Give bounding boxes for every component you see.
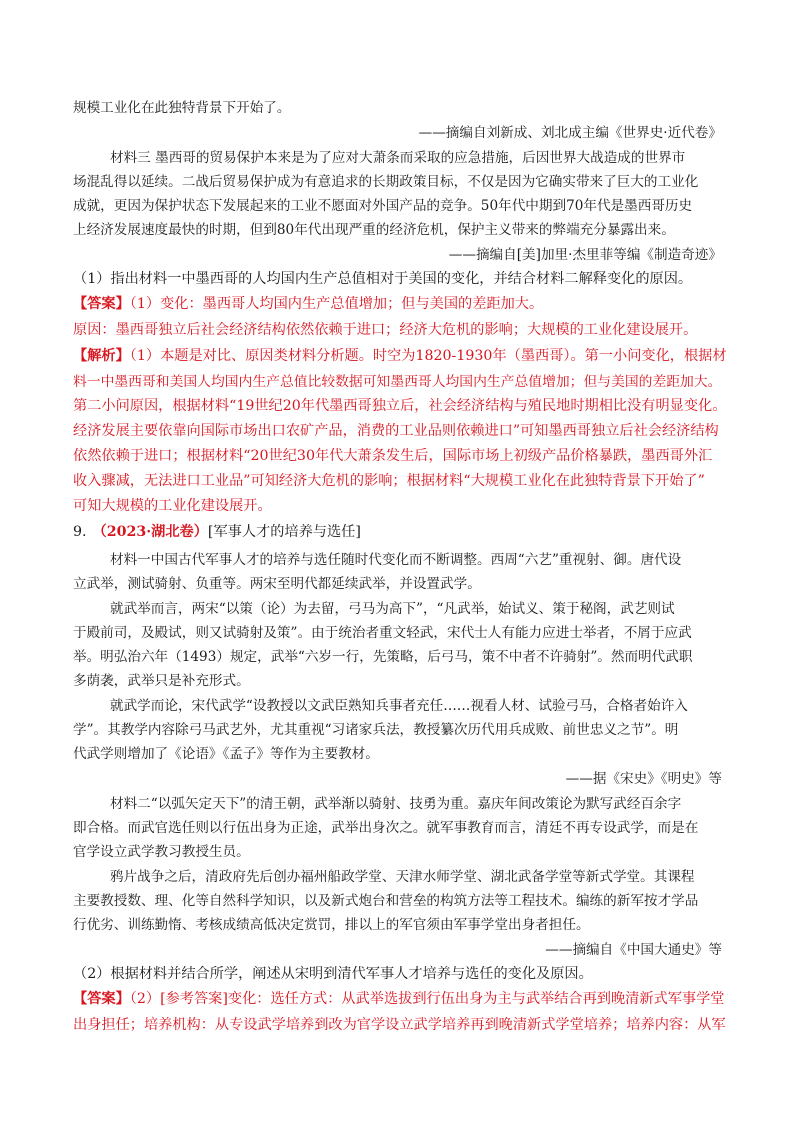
q9-material2-line: 即合格。而武官选任则以行伍出身为正途，武举出身次之。就军事教育而言，清廷不再专设武学，而是在 [73,820,699,836]
q9-material1-line: 举。明弘治六年（1493）规定，武举“六岁一行，先策略，后弓马，策不中者不许骑射”。然而明代武职 [73,649,693,665]
q9-material2-line: 官学设立武学教习教授生员。 [73,844,250,860]
q9-material1-line: 多荫袭，武举只是补充形式。 [73,673,250,689]
q9-material1-source: ——据《宋史》《明史》等 [565,771,722,787]
analysis-1-first [73,345,727,365]
material2-tail: 规模工业化在此独特背景下开始了。 [73,100,291,116]
material3-line: 场混乱得以延续。二战后贸易保护成为有意追求的长期政策目标，不仅是因为它确实带来了巨大的工业化 [73,174,699,190]
q9-material1-line: 于殿前司，及殿试，则又试骑射及策”。由于统治者重文轻武，宋代士人有能力应进士举者，不屑于应武 [73,625,692,641]
answer-text: （2）[参考答案]变化：选任方式：从武举选拔到行伍出身为主与武举结合再到晚清新式军事学堂 [129,991,725,1007]
q9-material2-line: 材料二“以弧矢定天下”的清王朝，武举渐以骑射、技勇为重。嘉庆年间改策论为默写武经百余字 [110,796,682,812]
answer-1-line [73,293,543,313]
analysis-text: （1）本题是对比、原因类材料分析题。时空为1820-1930年（墨西哥）。第一小问变化，根据材 [129,348,727,364]
answer-2-line: 出身担任；培养机构：从专设武学培养到改为官学设立武学培养再到晚清新式学堂培养；培养内容：从军 [73,1017,726,1033]
question-number: 9. [73,524,87,540]
q9-material2-line: 主要教授数、理、化等自然科学知识，以及新式炮台和营垒的构筑方法等工程技术。编练的新军按才学品 [73,893,699,909]
answer-tag: 【答案】 [73,991,130,1007]
material3-line: 材料三 墨西哥的贸易保护本来是为了应对大萧条而采取的应急措施，后因世界大战造成的世界市 [110,150,686,166]
q9-material1-line: 材料一中国古代军事人才的培养与选任随时代变化而不断调整。西周“六艺”重视射、御。唐代设 [110,552,682,568]
material2-source: ——摘编自刘新成、刘北成主编《世界史·近代卷》 [418,125,722,141]
answer-2-line [73,988,724,1008]
q9-material1-line: 就武学而论，宋代武学“设教授以文武臣熟知兵事者充任……视看人材、试验弓马，合格者始许入 [110,698,688,714]
q9-material1-line: 就武举而言，两宋“以策（论）为去留，弓马为高下”，“凡武举，始试义、策于秘阁，武艺则试 [110,601,675,617]
question-9-header [73,521,361,541]
answer-text: （1）变化：墨西哥人均国内生产总值增加；但与美国的差距加大。 [129,296,544,312]
material3-source: ——摘编自[美]加里·杰里菲等编《制造奇迹》 [448,247,722,263]
analysis-1-line: 收入骤减，无法进口工业品”可知经济大危机的影响；根据材料“大规模工业化在此独特背景下开始了” [73,473,705,489]
question-1: （1）指出材料一中墨西哥的人均国内生产总值相对于美国的变化，并结合材料二解释变化的原因。 [73,271,693,287]
q9-material2-line: 鸦片战争之后，清政府先后创办福州船政学堂、天津水师学堂、湖北武备学堂等新式学堂。其课程 [110,869,695,885]
analysis-1-line: 可知大规模的工业化建设展开。 [73,498,272,514]
analysis-1-line: 经济发展主要依靠向国际市场出口农矿产品，消费的工业品则依赖进口”可知墨西哥独立后社会经济结构 [73,423,719,439]
q9-material1-line: 学”。其教学内容除弓马武艺外，尤其重视“习诸家兵法，教授纂次历代用兵成败、前世忠义之节”。明 [73,722,679,738]
answer-tag: 【答案】 [73,296,130,312]
question-2: （2）根据材料并结合所学，阐述从宋明到清代军事人才培养与选任的变化及原因。 [73,966,593,982]
q9-material1-line: 立武举，测试骑射、负重等。两宋至明代都延续武举，并设置武学。 [73,576,481,592]
question-topic: [军事人才的培养与选任] [207,524,361,540]
q9-material2-line: 行优劣、训练勤惰、考核成绩高低决定赏罚，排以上的军官须由军事学堂出身者担任。 [73,917,590,933]
question-source-tag: （2023·湖北卷） [92,524,208,540]
analysis-tag: 【解析】 [73,348,130,364]
analysis-1-line: 依然依赖于进口；根据材料“20世纪30年代大萧条发生后，国际市场上初级产品价格暴跌，墨西哥外汇 [73,448,713,464]
material3-line: 上经济发展速度最快的时期，但到80年代出现严重的经济危机，保护主义带来的弊端充分暴露出来。 [73,222,675,238]
material3-line: 成就，更因为保护状态下发展起来的工业不愿面对外国产品的竞争。50年代中期到70年代是墨西哥历史 [73,198,693,214]
q9-material1-line: 代武学则增加了《论语》《孟子》等作为主要教材。 [73,746,379,762]
answer-1-reason: 原因：墨西哥独立后社会经济结构依然依赖于进口；经济大危机的影响；大规模的工业化建设展开。 [73,322,698,338]
analysis-1-line: 第二小问原因，根据材料“19世纪20年代墨西哥独立后，社会经济结构与殖民地时期相比没有明显变化。 [73,398,727,414]
analysis-1-line: 料一中墨西哥和美国人均国内生产总值比较数据可知墨西哥人均国内生产总值增加；但与美国的差距加大。 [73,374,722,390]
q9-material2-source: ——摘编自《中国大通史》等 [545,942,722,958]
